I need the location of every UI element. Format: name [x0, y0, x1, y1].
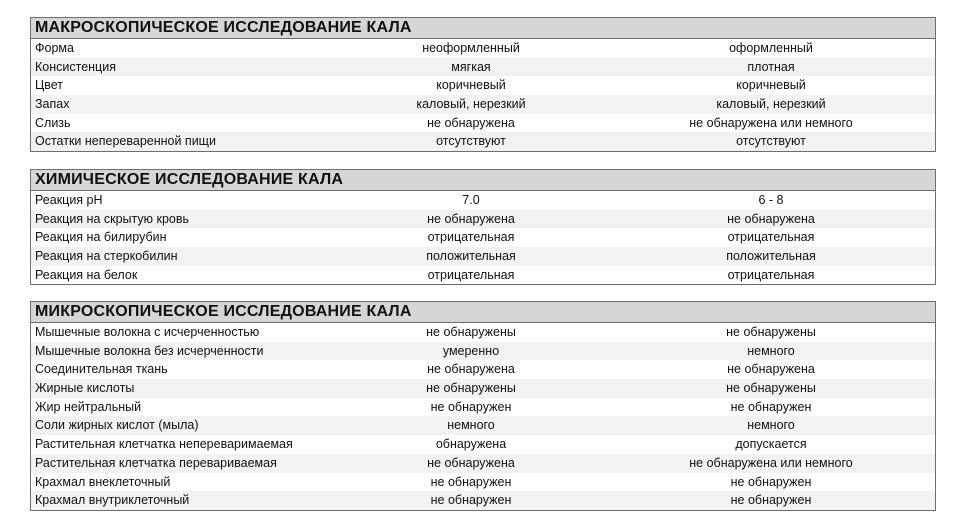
parameter-name: Консистенция — [35, 59, 116, 74]
table-row — [31, 454, 935, 473]
table-row — [31, 95, 935, 114]
parameter-result: положительная — [426, 249, 516, 264]
table-row — [31, 491, 935, 510]
parameter-norm: положительная — [726, 249, 816, 264]
parameter-norm: оформленный — [729, 41, 813, 55]
parameter-norm: не обнаружен — [730, 399, 812, 414]
table-row — [31, 435, 935, 454]
parameter-name: Крахмал внутриклеточный — [35, 493, 190, 508]
section-title: МАКРОСКОПИЧЕСКОЕ ИССЛЕДОВАНИЕ КАЛА — [31, 18, 935, 39]
parameter-result: не обнаружен — [430, 493, 512, 508]
parameter-name: Реакция pH — [35, 193, 103, 207]
microscopic-section — [30, 301, 936, 511]
parameter-name: Запах — [35, 97, 70, 112]
table-row — [31, 191, 935, 210]
parameter-result: отрицательная — [427, 230, 515, 245]
parameter-result: каловый, нерезкий — [416, 97, 526, 112]
macroscopic-rows — [31, 39, 935, 151]
table-row — [31, 342, 935, 361]
parameter-name: Жир нейтральный — [35, 399, 142, 414]
table-row — [31, 58, 935, 77]
parameter-norm: не обнаружен — [730, 493, 812, 508]
parameter-result: не обнаружена — [427, 362, 515, 377]
parameter-name: Мышечные волокна без исчерченности — [35, 343, 264, 358]
table-row — [31, 398, 935, 417]
parameter-norm: плотная — [747, 59, 795, 74]
parameter-name: Жирные кислоты — [35, 381, 135, 396]
parameter-result: коричневый — [436, 78, 506, 93]
parameter-name: Соединительная ткань — [35, 362, 168, 377]
chemical-section — [30, 169, 936, 285]
parameter-name: Растительная клетчатка непереваримаемая — [35, 437, 293, 452]
parameter-name: Реакция на скрытую кровь — [35, 211, 190, 226]
parameter-name: Реакция на белок — [35, 267, 138, 282]
table-row — [31, 266, 935, 285]
parameter-norm: отсутствуют — [736, 134, 806, 149]
section-title: ХИМИЧЕСКОЕ ИССЛЕДОВАНИЕ КАЛА — [31, 170, 935, 191]
parameter-result: отсутствуют — [436, 134, 506, 149]
microscopic-rows — [31, 323, 935, 510]
parameter-name: Цвет — [35, 78, 64, 93]
parameter-result: немного — [447, 418, 495, 433]
parameter-norm: не обнаружены — [726, 325, 816, 339]
table-row — [31, 416, 935, 435]
table-row — [31, 323, 935, 342]
table-row — [31, 76, 935, 95]
parameter-norm: не обнаружены — [726, 381, 816, 396]
table-row — [31, 210, 935, 229]
parameter-norm: не обнаружена — [727, 211, 815, 226]
parameter-result: не обнаружена — [427, 455, 515, 470]
parameter-result: не обнаружены — [426, 325, 516, 339]
table-row — [31, 379, 935, 398]
parameter-norm: отрицательная — [727, 230, 815, 245]
parameter-norm: не обнаружена — [727, 362, 815, 377]
macroscopic-section — [30, 17, 936, 152]
parameter-result: неоформленный — [422, 41, 520, 55]
parameter-name: Форма — [35, 41, 74, 55]
parameter-norm: коричневый — [736, 78, 806, 93]
parameter-name: Остатки непереваренной пищи — [35, 134, 216, 149]
table-row — [31, 132, 935, 151]
parameter-name: Реакция на стеркобилин — [35, 249, 178, 264]
parameter-name: Крахмал внеклеточный — [35, 474, 171, 489]
parameter-norm: немного — [747, 343, 795, 358]
parameter-result: умеренно — [442, 343, 500, 358]
parameter-norm: 6 - 8 — [758, 193, 784, 207]
parameter-name: Растительная клетчатка перевариваемая — [35, 455, 277, 470]
parameter-norm: допускается — [735, 437, 807, 452]
table-row — [31, 114, 935, 133]
table-row — [31, 228, 935, 247]
parameter-name: Мышечные волокна с исчерченностью — [35, 325, 260, 339]
table-row — [31, 247, 935, 266]
parameter-result: обнаружена — [435, 437, 507, 452]
table-row — [31, 39, 935, 58]
parameter-norm: не обнаружена или немного — [689, 455, 853, 470]
parameter-result: не обнаружен — [430, 399, 512, 414]
parameter-result: не обнаружена — [427, 115, 515, 130]
parameter-norm: немного — [747, 418, 795, 433]
table-row — [31, 360, 935, 379]
parameter-name: Слизь — [35, 115, 71, 130]
parameter-result: не обнаружена — [427, 211, 515, 226]
chemical-rows — [31, 191, 935, 284]
parameter-result: не обнаружены — [426, 381, 516, 396]
parameter-norm: не обнаружена или немного — [689, 115, 853, 130]
parameter-result: отрицательная — [427, 267, 515, 282]
parameter-name: Соли жирных кислот (мыла) — [35, 418, 199, 433]
parameter-name: Реакция на билирубин — [35, 230, 167, 245]
parameter-norm: каловый, нерезкий — [716, 97, 826, 112]
table-row — [31, 473, 935, 492]
parameter-norm: отрицательная — [727, 267, 815, 282]
parameter-result: не обнаружен — [430, 474, 512, 489]
parameter-result: 7.0 — [462, 193, 480, 207]
parameter-result: мягкая — [451, 59, 491, 74]
section-title: МИКРОСКОПИЧЕСКОЕ ИССЛЕДОВАНИЕ КАЛА — [31, 302, 935, 323]
parameter-norm: не обнаружен — [730, 474, 812, 489]
